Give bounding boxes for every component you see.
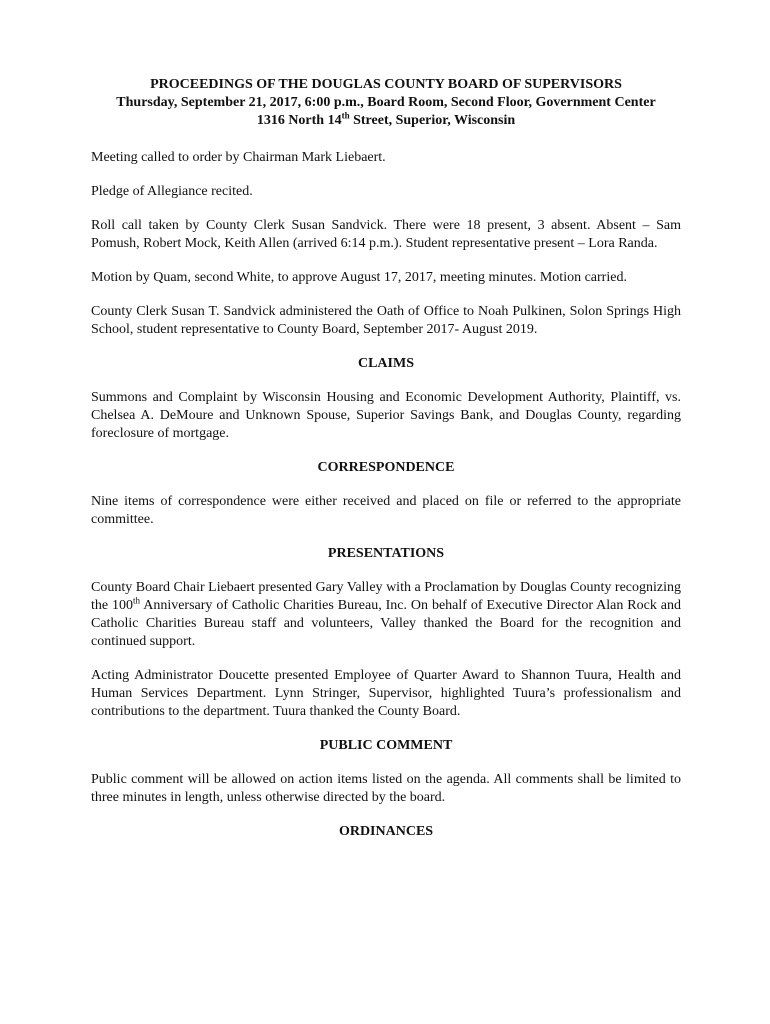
header-address (91, 112, 681, 130)
claims-heading: CLAIMS (357, 356, 414, 371)
ordinal-suffix: th (133, 595, 141, 606)
minutes-approval: Motion by Quam, second White, to approve August 17, 2017, meeting minutes. Motion carried. (91, 270, 627, 285)
ordinances-heading: ORDINANCES (338, 824, 434, 839)
oath-of-office: County Clerk Susan T. Sandvick administered the Oath of Office to Noah Pulkinen, Solon Springs High School, student representative to County Board, September 2017- August 2019. (91, 304, 681, 337)
pledge-of-allegiance: Pledge of Allegiance recited. (91, 184, 253, 199)
presentations-heading: PRESENTATIONS (327, 546, 445, 561)
correspondence-heading: CORRESPONDENCE (317, 460, 455, 475)
proceedings-document (91, 76, 681, 841)
correspondence-text: Nine items of correspondence were either received and placed on file or referred to the appropriate committee. (91, 494, 681, 527)
header-meeting-date-location: Thursday, September 21, 2017, 6:00 p.m., Board Room, Second Floor, Government Center (116, 95, 656, 110)
public-comment-text: Public comment will be allowed on action items listed on the agenda. All comments shall be limited to three minutes in length, unless otherwise directed by the board. (91, 772, 681, 805)
address-part: 1316 North 14 (256, 113, 342, 128)
roll-call: Roll call taken by County Clerk Susan Sandvick. There were 18 present, 3 absent. Absent – Sam Pomush, Robert Mock, Keith Allen (arrived 6:14 p.m.). Student representative present – Lora Randa. (91, 218, 681, 251)
presentation-text-part: County Board Chair Liebaert presented Gary Valley with a Proclamation by Douglas County recognizing the 100 (91, 580, 681, 613)
public-comment-heading: PUBLIC COMMENT (319, 738, 453, 753)
presentation-proclamation (91, 579, 681, 651)
presentation-employee-award: Acting Administrator Doucette presented Employee of Quarter Award to Shannon Tuura, Health and Human Services Department. Lynn Stringer, Supervisor, highlighted Tuura’s professionalism and contributions to the department. Tuura thanked the County Board. (91, 668, 681, 719)
call-to-order: Meeting called to order by Chairman Mark Liebaert. (91, 150, 386, 165)
document-header (91, 76, 681, 130)
address-part: Street, Superior, Wisconsin (349, 113, 516, 128)
presentation-text-part: Anniversary of Catholic Charities Bureau, Inc. On behalf of Executive Director Alan Rock and Catholic Charities Bureau staff and volunteers, Valley thanked the Board for the recognition and continued support. (91, 598, 682, 649)
address-ordinal-suffix: th (341, 110, 350, 121)
header-title: PROCEEDINGS OF THE DOUGLAS COUNTY BOARD OF SUPERVISORS (150, 77, 622, 92)
claims-text: Summons and Complaint by Wisconsin Housing and Economic Development Authority, Plaintiff, vs. Chelsea A. DeMoure and Unknown Spouse, Superior Savings Bank, and Douglas County, regarding foreclosure of mortgage. (91, 390, 681, 441)
